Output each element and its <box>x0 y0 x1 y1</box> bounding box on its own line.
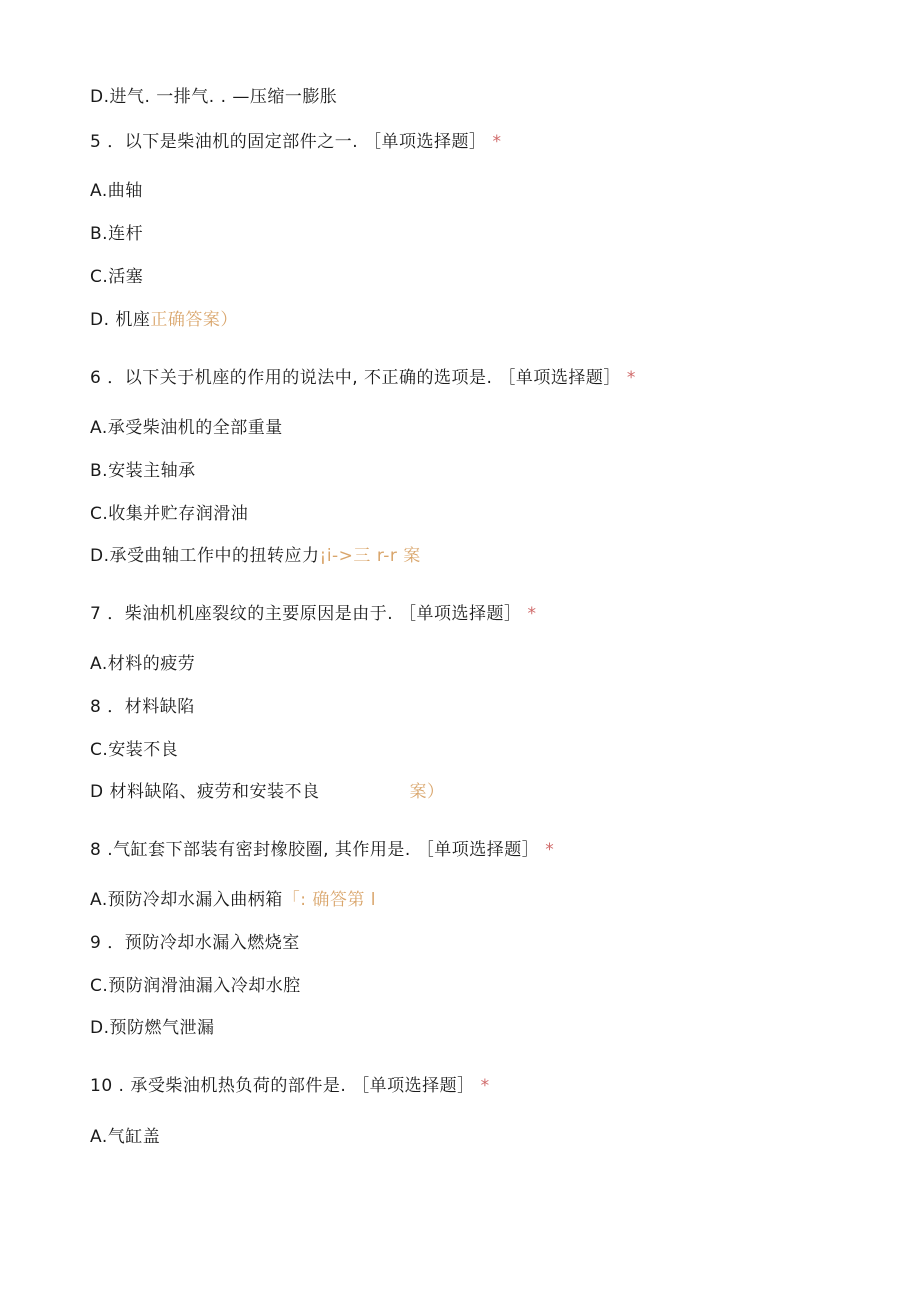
correct-answer-mark: ¡i->三 r-r 案 <box>319 546 421 566</box>
option-a-q6: A.承受柴油机的全部重量 <box>90 418 283 438</box>
question-5: 5 ．以下是柴油机的固定部件之一. ［单项选择题］ * <box>90 132 502 152</box>
correct-answer-mark: 案） <box>409 782 445 802</box>
question-10: 10 . 承受柴油机热负荷的部件是. ［单项选择题］ * <box>90 1076 490 1096</box>
required-asterisk: * <box>480 1076 490 1096</box>
required-asterisk: * <box>527 604 537 624</box>
option-a-q7: A.材料的疲劳 <box>90 654 196 674</box>
option-b-q5: B.连杆 <box>90 224 144 244</box>
option-c-q7: C.安装不良 <box>90 740 179 760</box>
question-6: 6 ．以下关于机座的作用的说法中, 不正确的选项是. ［单项选择题］ * <box>90 368 636 388</box>
required-asterisk: * <box>545 840 555 860</box>
required-asterisk: * <box>626 368 636 388</box>
option-c-q8: C.预防润滑油漏入冷却水腔 <box>90 976 301 996</box>
option-a-q8: A.预防冷却水漏入曲柄箱「: 确答第 l <box>90 890 376 910</box>
question-8: 8 .气缸套下部装有密封橡胶圈, 其作用是. ［单项选择题］ * <box>90 840 555 860</box>
option-d-q5: D. 机座正确答案） <box>90 310 238 330</box>
option-a-q5: A.曲轴 <box>90 181 143 201</box>
option-b-q7: 8 ．材料缺陷 <box>90 697 195 717</box>
correct-answer-mark: 正确答案） <box>150 310 238 330</box>
option-d-q6: D.承受曲轴工作中的扭转应力¡i->三 r-r 案 <box>90 546 421 566</box>
option-d-q8: D.预防燃气泄漏 <box>90 1018 215 1038</box>
option-c-q5: C.活塞 <box>90 267 144 287</box>
option-a-q10: A.气缸盖 <box>90 1127 161 1147</box>
option-b-q8: 9 ．预防冷却水漏入燃烧室 <box>90 933 300 953</box>
option-d-q4: D.进气. 一排气. . —压缩一膨胀 <box>90 87 338 107</box>
required-asterisk: * <box>492 132 502 152</box>
option-b-q6: B.安装主轴承 <box>90 461 196 481</box>
correct-answer-mark: 「: 确答第 l <box>282 890 376 910</box>
option-d-q7: D 材料缺陷、疲劳和安装不良 案） <box>90 782 445 802</box>
option-c-q6: C.收集并贮存润滑油 <box>90 504 249 524</box>
question-7: 7 ．柴油机机座裂纹的主要原因是由于. ［单项选择题］ * <box>90 604 537 624</box>
